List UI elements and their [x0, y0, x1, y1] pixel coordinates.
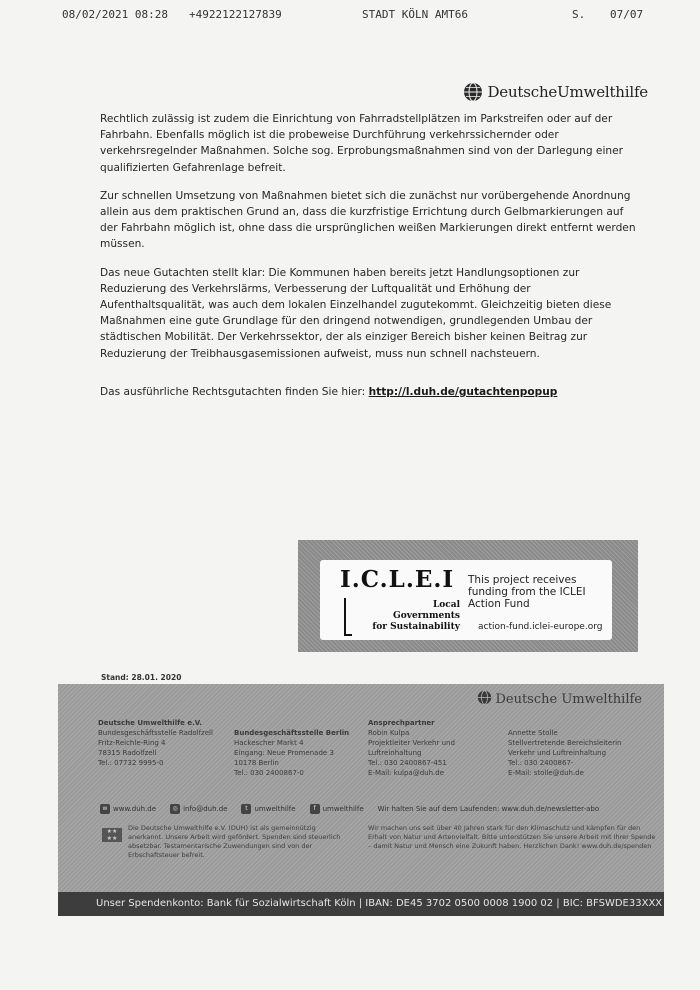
- footer-berlin: Bundesgeschäftsstelle Berlin Hackescher Markt 4 Eingang: Neue Promenade 3 10178 Berlin Tel.: 030 2400867-0: [234, 729, 350, 777]
- iclei-funding-text: This project receives funding from the ICLEI Action Fund: [468, 574, 586, 610]
- fax-sender: STADT KÖLN AMT66: [362, 8, 468, 21]
- stand-date: Stand: 28.01. 2020: [101, 673, 182, 682]
- footer-right-text: Wir machen uns seit über 40 Jahren stark für den Klimaschutz und kämpfen für den Erhalt von Natur und Artenvielfalt. Bitte unterstützen Sie unsere Arbeit mit Ihrer Spende – damit Natur und Mensch eine Zukunft haben. Herzlichen Dank! www.duh.de/spenden: [368, 824, 656, 850]
- footer: [58, 684, 664, 916]
- logo-text: DeutscheUmwelthilfe: [487, 83, 648, 101]
- globe-icon: [477, 690, 492, 709]
- footer-logo-text: Deutsche Umwelthilfe: [495, 692, 642, 707]
- spendenkonto-bar: Unser Spendenkonto: Bank für Sozialwirtschaft Köln | IBAN: DE45 3702 0500 0008 1900 02 | BIC: BFSWDE33XXX: [58, 892, 664, 916]
- twitter-link[interactable]: t umwelthilfe: [241, 804, 295, 814]
- eu-flag-icon: ★★ ★★: [102, 828, 122, 842]
- fax-datetime: 08/02/2021 08:28: [62, 8, 168, 21]
- fax-number: +4922122127839: [189, 8, 282, 21]
- facebook-link[interactable]: f umwelthilfe: [310, 804, 364, 814]
- twitter-icon: t: [241, 804, 251, 814]
- facebook-icon: f: [310, 804, 320, 814]
- footer-org: Deutsche Umwelthilfe e.V. Bundesgeschäftsstelle Radolfzell Fritz-Reichle-Ring 4 78315 Radolfzell Tel.: 07732 9995-0: [98, 719, 213, 767]
- fax-header: [0, 8, 700, 26]
- duh-logo: [463, 82, 648, 102]
- iclei-url: action-fund.iclei-europe.org: [478, 622, 603, 632]
- iclei-funding-box: [298, 540, 638, 652]
- link-prefix: Das ausführliche Rechtsgutachten finden Sie hier:: [100, 385, 369, 398]
- paragraph: Das neue Gutachten stellt klar: Die Kommunen haben bereits jetzt Handlungsoptionen zur Reduzierung des Verkehrslärms, Verbesserung der Luftqualität und Erhöhung der Aufenthaltsqualität, was auch dem lokalen Einzelhandel zugutekommt. Gleichzeitig bieten diese Maßnahmen eine gute Grundlage für den dringend notwendigen, grundlegenden Umbau der städtischen Mobilität. Der Verkehrssektor, der als einziger Bereich bisher keinen Beitrag zur Reduzierung der Treibhausgasemissionen aufweist, muss nun schnell nachsteuern.: [100, 266, 612, 360]
- link-line: [100, 384, 638, 400]
- social-links: [100, 802, 660, 816]
- globe-icon: [463, 82, 483, 102]
- website-link[interactable]: w www.duh.de: [100, 804, 156, 814]
- fax-page: 07/07: [610, 8, 644, 21]
- footer-left-text: Die Deutsche Umwelthilfe e.V. (DUH) ist als gemeinnützig anerkannt. Unsere Arbeit wird gefördert. Spenden sind steuerlich absetzbar. Testamentarische Zuwendungen sind von der Erbschaftsteuer befreit.: [128, 824, 341, 859]
- footer-contact: Ansprechpartner Robin Kulpa Projektleiter Verkehr und Luftreinhaltung Tel.: 030 2400867-451 E-Mail: kulpa@duh.de: [368, 719, 455, 777]
- paragraph: Zur schnellen Umsetzung von Maßnahmen bietet sich die zunächst nur vorübergehende Anordnung allein aus dem praktischen Grund an, dass die kurzfristige Errichtung durch Gelbmarkierungen auf der Fahrbahn möglich ist, ohne dass die ursprünglichen weißen Markierungen direkt entfernt werden müssen.: [100, 189, 636, 251]
- instagram-link[interactable]: ◎ info@duh.de: [170, 804, 227, 814]
- iclei-card: [320, 560, 612, 640]
- body-text: [100, 111, 638, 412]
- iclei-bracket: [344, 598, 352, 636]
- footer-logo: [477, 690, 642, 709]
- fax-page-label: S.: [572, 8, 586, 21]
- footer-contact-2: Annette Stolle Stellvertretende Bereichsleiterin Verkehr und Luftreinhaltung Tel.: 030 2400867- E-Mail: stolle@duh.de: [508, 729, 622, 777]
- paragraph: Rechtlich zulässig ist zudem die Einrichtung von Fahrradstellplätzen im Parkstreifen oder auf der Fahrbahn. Ebenfalls möglich ist die probeweise Durchführung verkehrssichernder oder verkehrsregelnder Maßnahmen. Solche sog. Erprobungsmaßnahmen sind von der Darlegung einer qualifizierten Gefahrenlage befreit.: [100, 113, 623, 174]
- iclei-logo: I.C.L.E.I: [340, 566, 455, 593]
- web-icon: w: [100, 804, 110, 814]
- iclei-subtitle: Local Governments for Sustainability: [372, 600, 460, 632]
- newsletter-link[interactable]: Wir halten Sie auf dem Laufenden: www.duh.de/newsletter-abo: [377, 805, 600, 813]
- gutachten-link[interactable]: http://l.duh.de/gutachtenpopup: [368, 385, 558, 398]
- instagram-icon: ◎: [170, 804, 180, 814]
